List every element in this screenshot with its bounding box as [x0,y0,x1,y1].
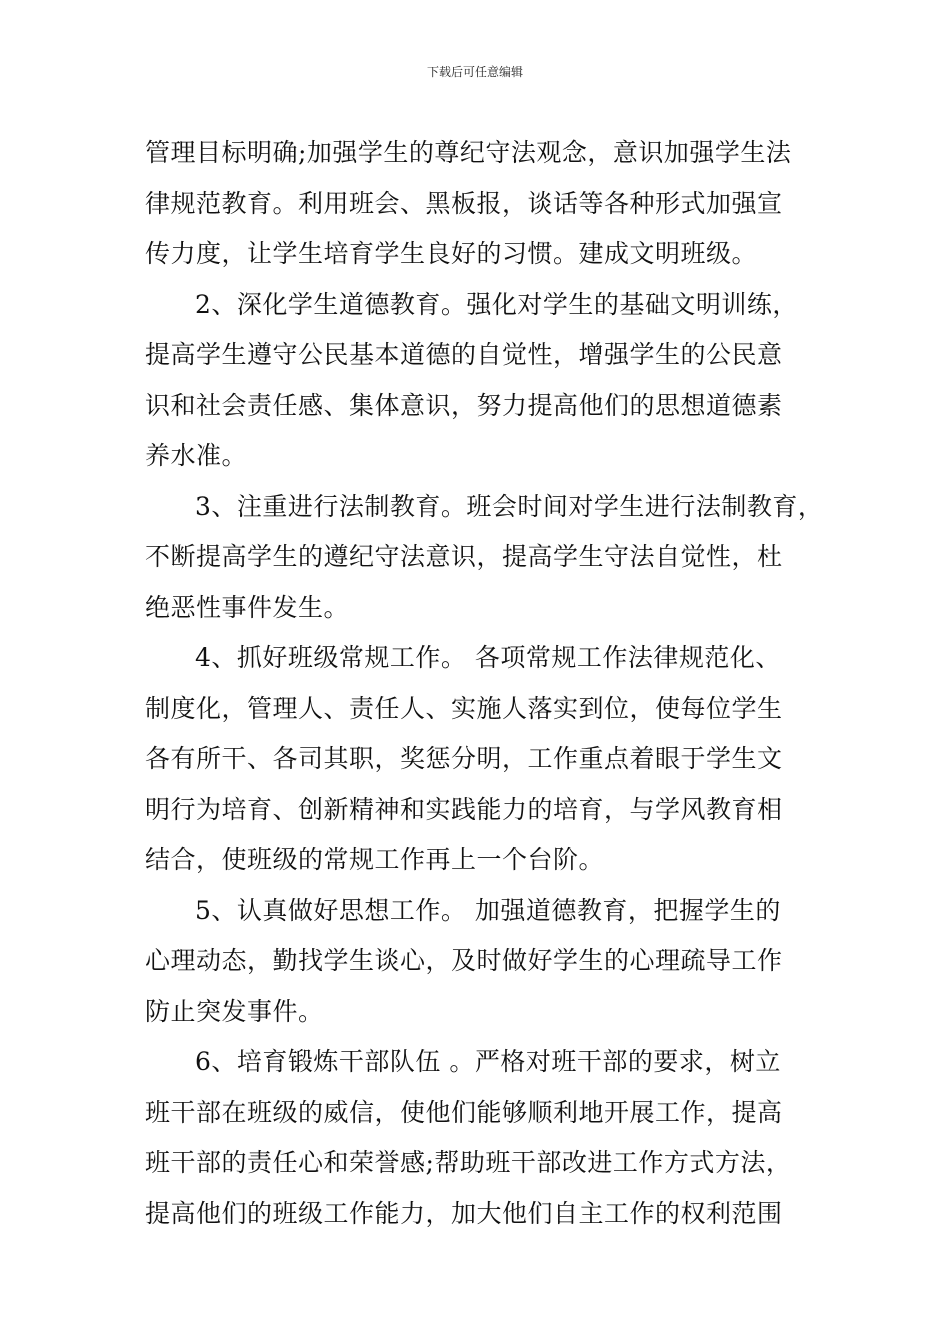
paragraph-start-6: 6、培育锻炼干部队伍 。严格对班干部的要求，树立 [195,1047,781,1076]
paragraph-start-4: 4、抓好班级常规工作。 各项常规工作法律规范化、 [195,643,781,672]
paragraph-start-2: 2、深化学生道德教育。强化对学生的基础文明训练， [195,289,798,319]
text-line: 不断提高学生的遵纪守法意识，提高学生守法自觉性，杜 [145,542,783,571]
text-line: 提高学生遵守公民基本道德的自觉性，增强学生的公民意 [145,340,783,369]
paragraph-start-3: 3、注重进行法制教育。班会时间对学生进行法制教育， [195,491,824,521]
text-line: 心理动态，勤找学生谈心，及时做好学生的心理疏导工作 [145,946,783,975]
text-line: 班干部在班级的威信，使他们能够顺利地开展工作，提高 [145,1097,783,1127]
text-line: 传力度，让学生培育学生良好的习惯。建成文明班级。 [145,239,758,268]
text-line: 养水准。 [145,441,248,470]
paragraph-start-5: 5、认真做好思想工作。 加强道德教育，把握学生的 [195,895,781,925]
text-line: 制度化，管理人、责任人、实施人落实到位，使每位学生 [145,693,783,723]
text-line: 明行为培育、创新精神和实践能力的培育，与学风教育相 [145,794,783,824]
text-line: 结合，使班级的常规工作再上一个台阶。 [145,845,605,874]
text-line: 管理目标明确;加强学生的尊纪守法观念，意识加强学生法 [145,138,792,167]
text-line: 各有所干、各司其职，奖惩分明，工作重点着眼于学生文 [145,744,783,773]
text-line: 识和社会责任感、集体意识，努力提高他们的思想道德素 [145,390,783,420]
text-line: 提高他们的班级工作能力，加大他们自主工作的权利范围 [145,1198,783,1228]
text-line: 班干部的责任心和荣誉感;帮助班干部改进工作方式方法， [145,1148,792,1177]
document-body [145,128,825,1239]
page-header: 下载后可任意编辑 [426,65,523,79]
text-line: 防止突发事件。 [145,996,324,1026]
text-line: 绝恶性事件发生。 [145,592,350,622]
text-line: 律规范教育。利用班会、黑板报，谈话等各种形式加强宣 [145,188,783,218]
